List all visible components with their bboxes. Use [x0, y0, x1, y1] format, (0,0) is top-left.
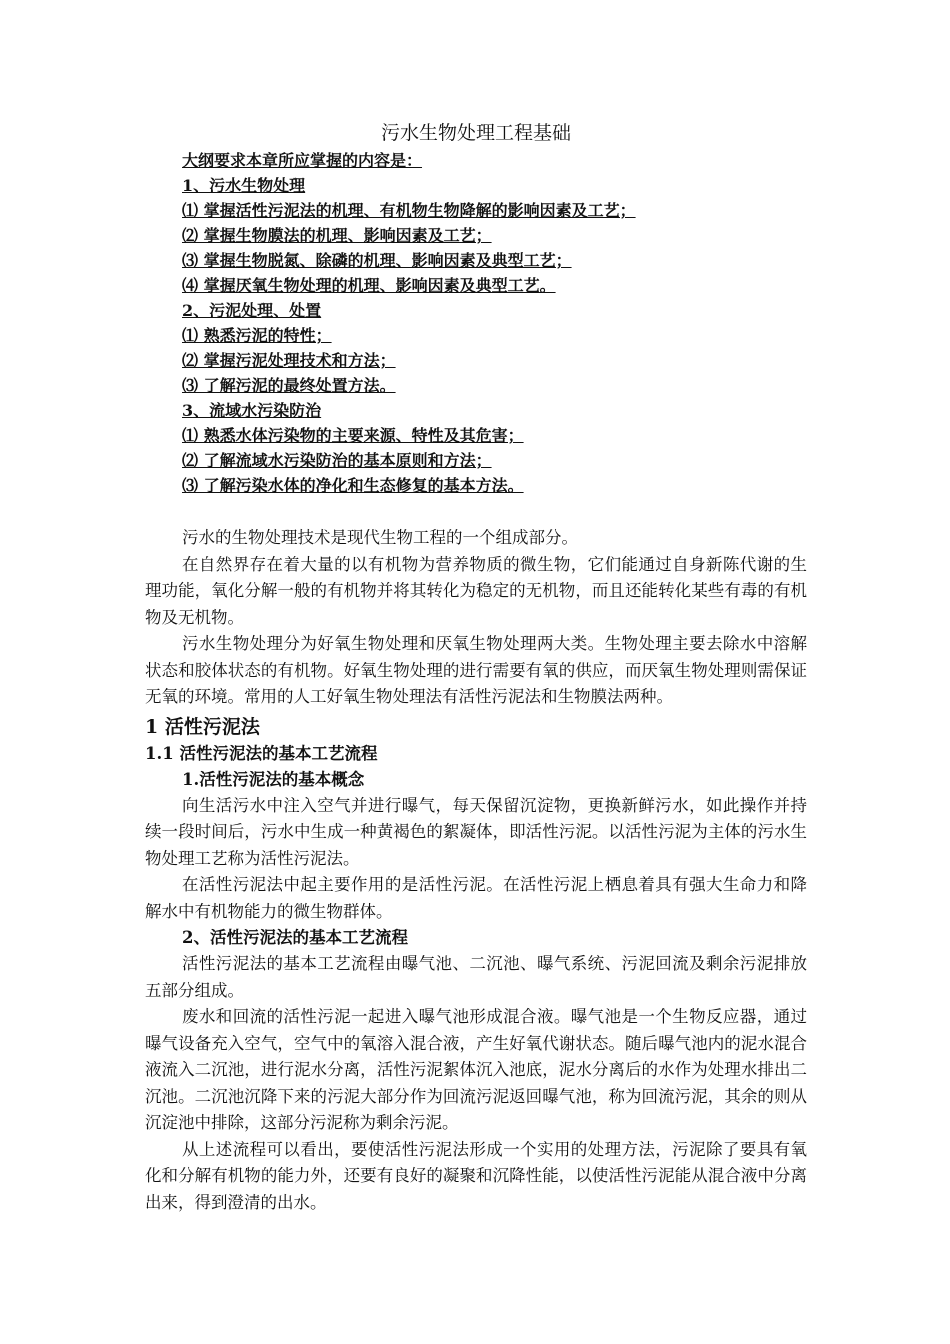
outline-item: ⑶ 了解污泥的最终处置方法。: [182, 376, 396, 395]
outline-item: ⑵ 掌握污泥处理技术和方法；: [182, 351, 396, 370]
outline-item: ⑵ 掌握生物膜法的机理、影响因素及工艺；: [182, 226, 492, 245]
blank-line: [145, 498, 807, 525]
topic-heading: 1.活性污泥法的基本概念: [182, 769, 365, 789]
document-title: 污水生物处理工程基础: [380, 122, 571, 144]
outline-item: ⑶ 了解污染水体的净化和生态修复的基本方法。: [182, 476, 524, 495]
document-page: [145, 118, 807, 1216]
syllabus-outline: [182, 148, 807, 498]
intro-paragraph: 污水生物处理分为好氧生物处理和厌氧生物处理两大类。生物处理主要去除水中溶解状态和胶体状态的有机物。好氧生物处理的进行需要有氧的供应，而厌氧生物处理则需保证无氧的环境。常用的人工好氧生物处理法有活性污泥法和生物膜法两种。: [145, 634, 807, 706]
body-paragraph: 在活性污泥法中起主要作用的是活性污泥。在活性污泥上栖息着具有强大生命力和降解水中有机物能力的微生物群体。: [145, 875, 807, 921]
outline-item: ⑴ 熟悉水体污染物的主要来源、特性及其危害；: [182, 426, 524, 445]
outline-item: ⑶ 掌握生物脱氮、除磷的机理、影响因素及典型工艺；: [182, 251, 572, 270]
section-heading: 1 活性污泥法: [145, 715, 260, 738]
outline-item: 3、流域水污染防治: [182, 401, 322, 420]
outline-item: 2、污泥处理、处置: [182, 301, 322, 320]
body-paragraph: 活性污泥法的基本工艺流程由曝气池、二沉池、曝气系统、污泥回流及剩余污泥排放五部分组成。: [145, 954, 807, 1000]
body-paragraph: 向生活污水中注入空气并进行曝气，每天保留沉淀物，更换新鲜污水，如此操作并持续一段时间后，污水中生成一种黄褐色的絮凝体，即活性污泥。以活性污泥为主体的污水生物处理工艺称为活性污泥法。: [145, 795, 807, 868]
intro-paragraph: 在自然界存在着大量的以有机物为营养物质的微生物，它们能通过自身新陈代谢的生理功能，氧化分解一般的有机物并将其转化为稳定的无机物，而且还能转化某些有毒的有机物及无机物。: [145, 554, 807, 627]
topic-heading: 2、活性污泥法的基本工艺流程: [182, 928, 408, 947]
intro-paragraph: 污水的生物处理技术是现代生物工程的一个组成部分。: [182, 528, 578, 547]
body-paragraph: 废水和回流的活性污泥一起进入曝气池形成混合液。曝气池是一个生物反应器，通过曝气设备充入空气，空气中的氧溶入混合液，产生好氧代谢状态。随后曝气池内的泥水混合液流入二沉池，进行泥水分离，活性污泥絮体沉入池底，泥水分离后的水作为处理水排出二沉池。二沉池沉降下来的污泥大部分作为回流污泥返回曝气池，称为回流污泥，其余的则从沉淀池中排除，这部分污泥称为剩余污泥。: [145, 1007, 807, 1132]
outline-item: 1、污水生物处理: [182, 176, 306, 195]
subsection-heading: 1.1 活性污泥法的基本工艺流程: [145, 743, 378, 763]
outline-item: ⑷ 掌握厌氧生物处理的机理、影响因素及典型工艺。: [182, 276, 556, 295]
outline-heading: 大纲要求本章所应掌握的内容是：: [182, 151, 423, 170]
outline-item: ⑴ 掌握活性污泥法的机理、有机物生物降解的影响因素及工艺；: [182, 201, 636, 220]
outline-item: ⑵ 了解流域水污染防治的基本原则和方法；: [182, 451, 492, 470]
body-paragraph: 从上述流程可以看出，要使活性污泥法形成一个实用的处理方法，污泥除了要具有氧化和分解有机物的能力外，还要有良好的凝聚和沉降性能，以使活性污泥能从混合液中分离出来，得到澄清的出水。: [145, 1139, 807, 1212]
outline-item: ⑴ 熟悉污泥的特性；: [182, 326, 332, 345]
